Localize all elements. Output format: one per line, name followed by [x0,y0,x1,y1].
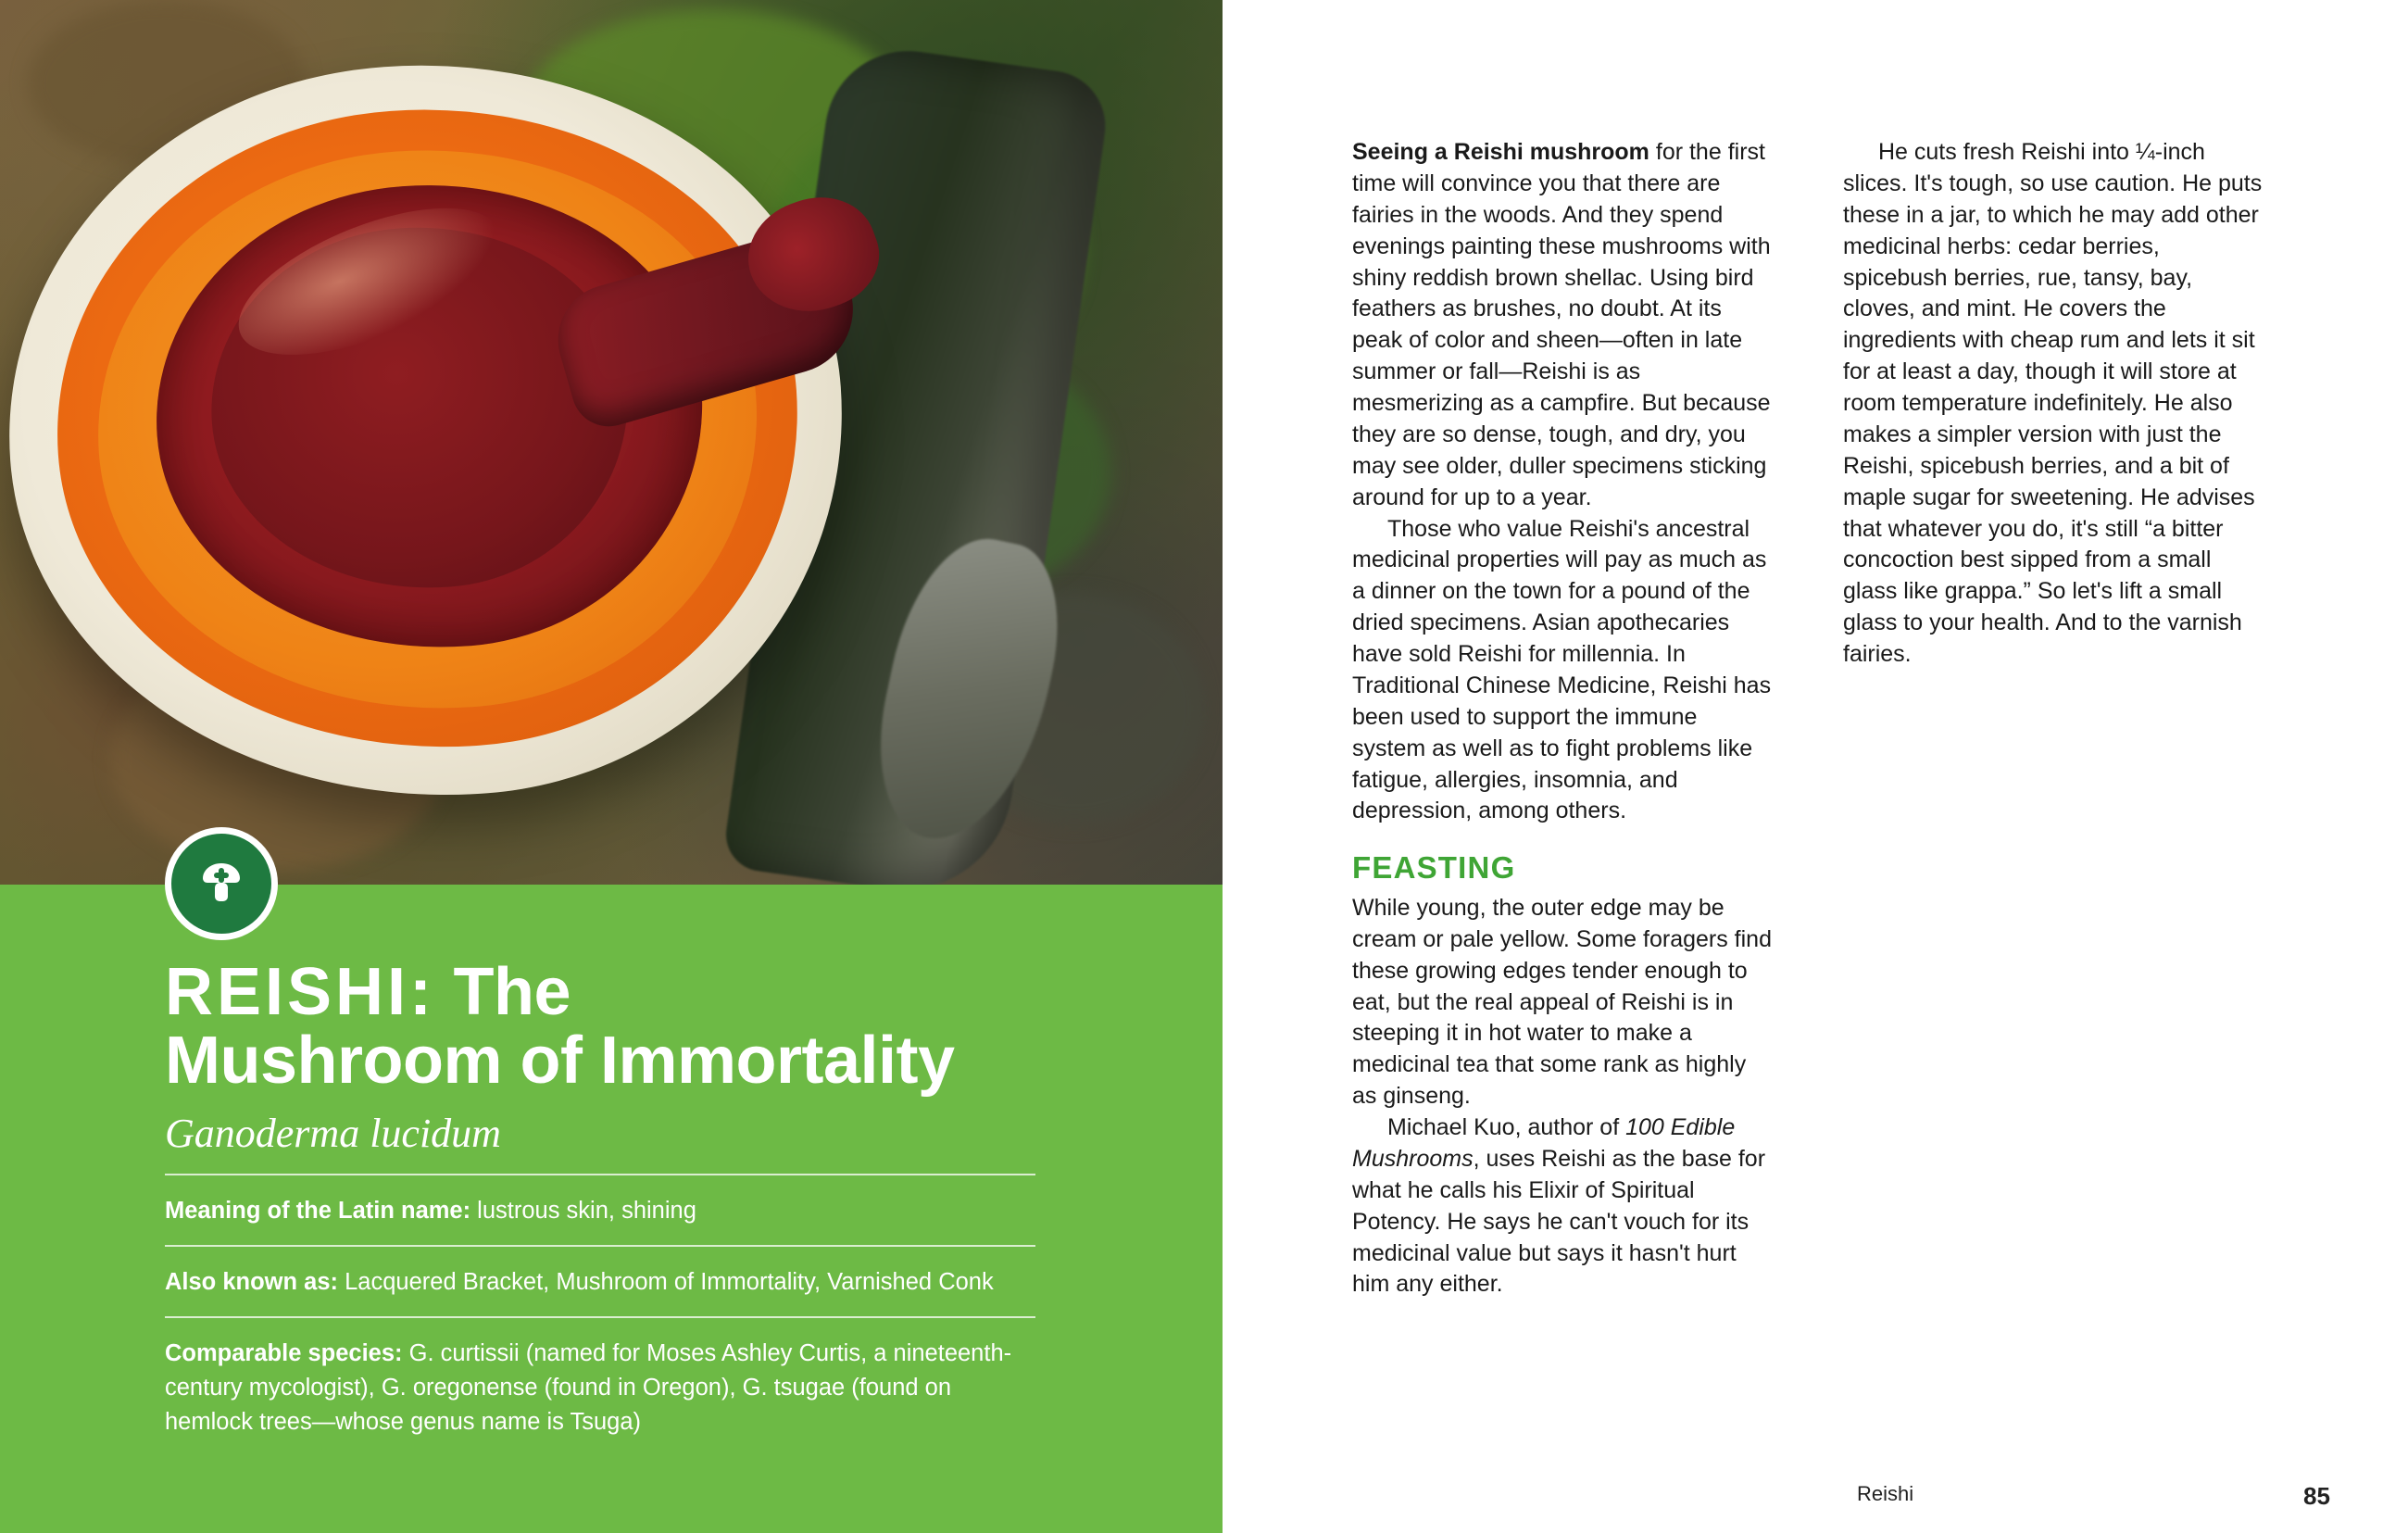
right-page [1223,0,2408,1533]
paragraph-intro [1352,137,1774,514]
page-title-line1 [165,955,1063,1029]
species-info-panel [0,885,1223,1533]
page-title-line2: Mushroom of Immortality [165,1024,955,1099]
fact-latin-meaning [165,1194,1040,1228]
latin-name: Ganoderma lucidum [165,1111,501,1157]
divider [165,1174,1035,1175]
kuo-text-b: , uses Reishi as the base for what he calls his Elixir of Spiritual Potency. He says he can't vouch for its medicinal value but says it hasn't hurt him any either. [1352,1145,1766,1298]
fact-also-known-as [165,1265,1040,1300]
reishi-hero-photo [0,0,1223,885]
divider [165,1316,1035,1318]
reishi-mushroom-illustration [0,37,867,825]
mushroom-badge-icon [165,827,278,940]
fact-label: Also known as: [165,1269,339,1295]
paragraph-michael-kuo [1352,1112,1774,1301]
book-title-italic: 100 Edible Mushrooms [1352,1114,1736,1172]
paragraph-medicinal: Those who value Reishi's ancestral medicinal properties will pay as much as a dinner on the town for a pound of the dried specimens. Asian apothecaries have sold Reishi for millennia. In Traditional Chinese Medicine, Reishi has been used to support the immune system as well as to fight problems like fatigue, allergies, insomnia, and depression, among others. [1352,515,1772,824]
divider [165,1245,1035,1247]
running-head: Reishi [1857,1482,1914,1505]
fact-value: Lacquered Bracket, Mushroom of Immortality, Varnished Conk [338,1269,994,1295]
page-title-suffix: The [435,955,571,1029]
fact-value: G. curtissii (named for Moses Ashley Curtis, a nineteenth-century mycologist), G. oregonense (found in Oregon), G. tsugae (found on hemlock trees—whose genus name is Tsuga) [165,1339,1012,1435]
paragraph-intro-rest: for the first time will convince you that there are fairies in the woods. And they spend evenings painting these mushrooms with shiny reddish brown shellac. Using bird feathers as brushes, no doubt. At its peak of color and sheen—often in late summer or fall—Reishi is as mesmerizing as a campfire. But because they are so dense, tough, and dry, you may see older, duller specimens sticking around for up to a year. [1352,139,1771,510]
page-title-common-name: REISHI: [165,955,436,1029]
lead-in-text: Seeing a Reishi mushroom [1352,139,1649,165]
kuo-text-a: Michael Kuo, author of [1387,1114,1626,1141]
page-number: 85 [2303,1482,2330,1510]
fact-label: Comparable species: [165,1339,403,1366]
text-column-left [1352,137,1774,1301]
paragraph-recipe: He cuts fresh Reishi into ¼-inch slices. It's tough, so use caution. He puts these in a jar, to which he may add other medicinal herbs: cedar berries, spicebush berries, rue, tansy, bay, cloves, and mint. He covers the ingredients with cheap rum and lets it sit for at least a day, though it will store at room temperature indefinitely. He also makes a simpler version with just the Reishi, spicebush berries, and a bit of maple sugar for sweetening. He advises that whatever you do, it's still “a bitter concoction best sipped from a small glass like grappa.” So let's lift a small glass to your health. And to the varnish fairies. [1843,139,2263,667]
paragraph-feasting: While young, the outer edge may be cream or pale yellow. Some foragers find these growing edges tender enough to eat, but the real appeal of Reishi is in steeping it in hot water to make a medicinal tea that some rank as highly as ginseng. [1352,894,1772,1110]
species-text-block [165,955,1063,1456]
body-text-columns [1352,137,2278,1388]
fact-comparable-species [165,1337,1040,1439]
section-heading-feasting: FEASTING [1352,850,1516,886]
text-column-right [1843,137,2264,671]
fact-value: lustrous skin, shining [470,1198,696,1225]
fact-label: Meaning of the Latin name: [165,1198,471,1225]
